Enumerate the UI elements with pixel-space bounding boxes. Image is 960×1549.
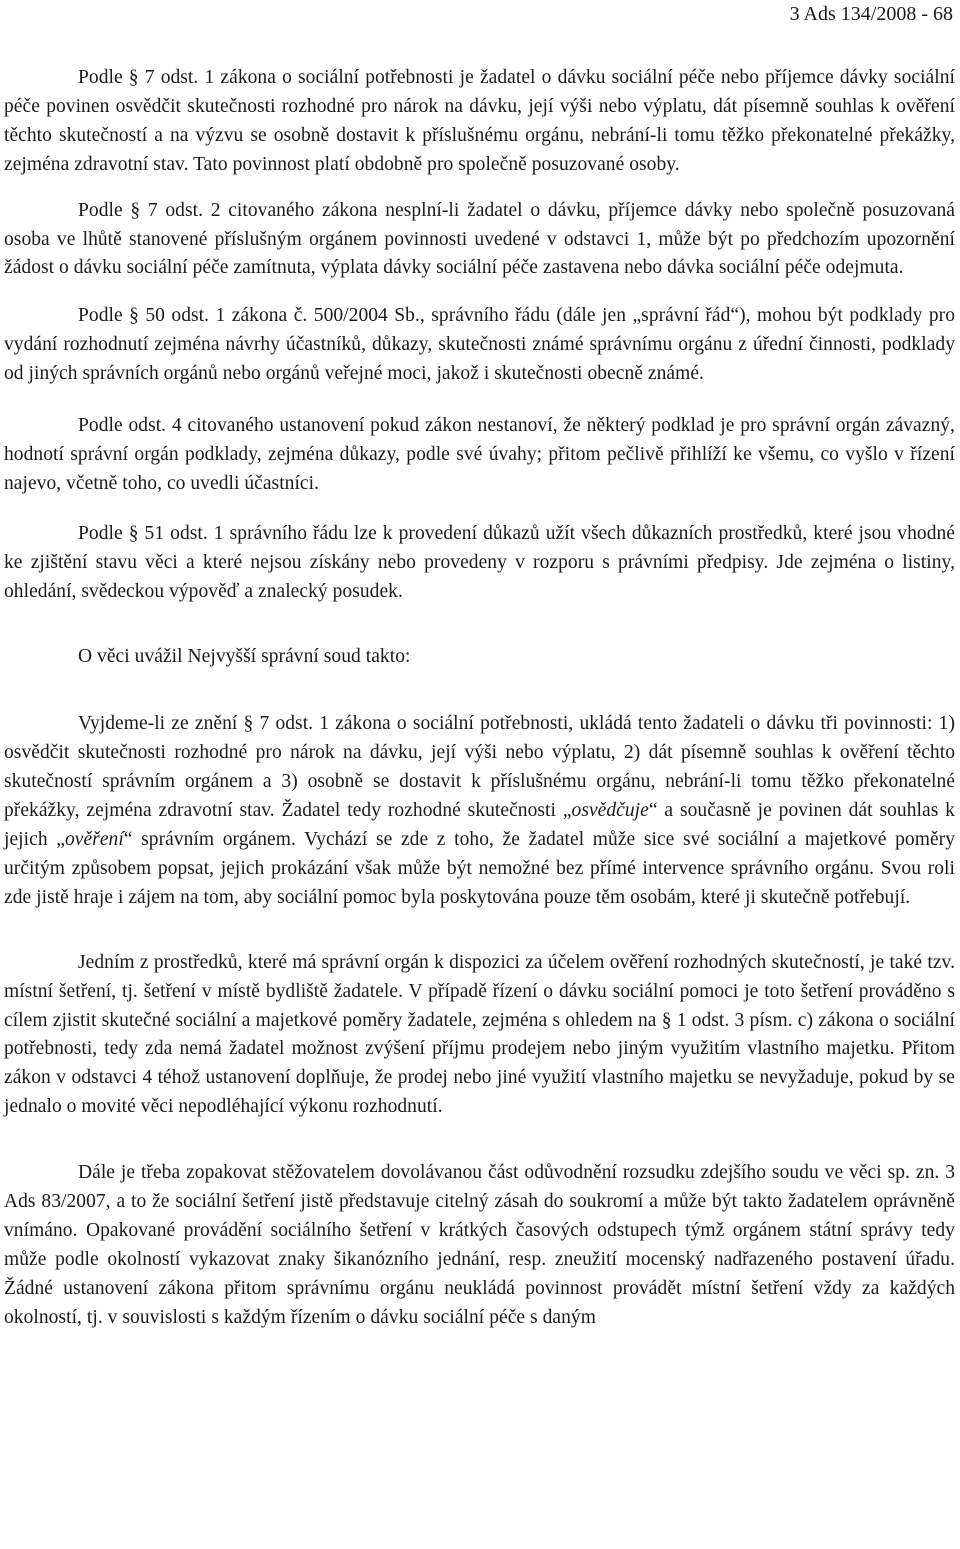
duties-text-part2: “ a současně je povinen dát souhlas k jejich „: [4, 800, 955, 851]
paragraph-50-1: Podle § 50 odst. 1 zákona č. 500/2004 Sb., správního řádu (dále jen „správní řád“), mohou být podklady pro vydání rozhodnutí zejména návrhy účastníků, důkazy, skutečnosti známé správnímu orgánu z úřední činnosti, podklady od jiných správních orgánů nebo orgánů veřejné moci, jakož i skutečnosti obecně známé.: [4, 305, 955, 385]
duties-text-part1: Vyjdeme-li ze znění § 7 odst. 1 zákona o sociální potřebnosti, ukládá tento žadateli o dávku tři povinnosti: 1) osvědčit skutečnosti rozhodné pro nárok na dávku, její výši nebo výplatu, 2) dát písemně souhlas k ověření těchto skutečností správním orgánem a 3) osobně se dostavit k příslušnému orgánu, nebrání-li tomu těžko překonatelné překážky, zejména zdravotní stav. Žadatel tedy rozhodné skutečnosti „: [4, 713, 955, 822]
paragraph-51-1: Podle § 51 odst. 1 správního řádu lze k provedení důkazů užít všech důkazních prostředků, které jsou vhodné ke zjištění stavu věci a které nejsou získány nebo provedeny v rozporu s právními předpisy. Jde zejména o listiny, ohledání, svědeckou výpověď a znalecký posudek.: [4, 522, 955, 602]
duties-italic-osvedcuje: osvědčuje: [571, 800, 649, 822]
court-consideration-heading: O věci uvážil Nejvyšší správní soud takto:: [78, 645, 411, 667]
document-body: [4, 64, 955, 1333]
paragraph-repeated-investigation: Dále je třeba zopakovat stěžovatelem dovolávanou část odůvodnění rozsudku zdejšího soudu ve věci sp. zn. 3 Ads 83/2007, a to že sociální šetření jistě představuje citelný zásah do soukromí a může být takto žadatelem oprávněně vnímáno. Opakované provádění sociálního šetření v krátkých časových odstupech týmž orgánem státní správy tedy může podle okolností vykazovat znaky šikanózního jednání, resp. zneužití mocenský nadřazeného postavení úřadu. Žádné ustanovení zákona přitom správnímu orgánu neukládá povinnost provádět místní šetření vždy za každých okolností, tj. v souvislosti s každým řízením o dávku sociální péče s daným: [4, 1162, 955, 1328]
paragraph-local-investigation: Jedním z prostředků, které má správní orgán k dispozici za účelem ověření rozhodných skutečností, je také tzv. místní šetření, tj. šetření v místě bydliště žadatele. V případě řízení o dávku sociální pomoci je toto šetření prováděno s cílem zjistit skutečné sociální a majetkové poměry žadatele, zejména s ohledem na § 1 odst. 3 písm. c) zákona o sociální potřebnosti, tedy zda nemá žadatel možnost zvýšení příjmu prodejem nebo jiným využitím vlastního majetku. Přitom zákon v odstavci 4 téhož ustanovení doplňuje, že prodej nebo jiné využití vlastního majetku se nevyžaduje, pokud by se jednalo o movité věci nepodléhající výkonu rozhodnutí.: [4, 951, 955, 1118]
paragraph-applicant-duties: [4, 710, 955, 912]
page-header-reference: 3 Ads 134/2008 - 68: [789, 3, 953, 25]
paragraph-7-2: Podle § 7 odst. 2 citovaného zákona nesplní-li žadatel o dávku, příjemce dávky nebo společně posuzovaná osoba ve lhůtě stanovené příslušným orgánem povinnosti uvedené v odstavci 1, může být po předchozím upozornění žádost o dávku sociální péče zamítnuta, výplata dávky sociální péče zastavena nebo dávka sociální péče odejmuta.: [4, 199, 955, 279]
paragraph-50-4: Podle odst. 4 citovaného ustanovení pokud zákon nestanoví, že některý podklad je pro správní orgán závazný, hodnotí správní orgán podklady, zejména důkazy, podle své úvahy; přitom pečlivě přihlíží ke všemu, co vyšlo v řízení najevo, včetně toho, co uvedli účastníci.: [4, 415, 955, 494]
duties-text-part3: “ správním orgánem. Vychází se zde z toho, že žadatel může sice své sociální a majetkové poměry určitým způsobem popsat, jejich prokázání však může být nemožné bez přímé intervence správního orgánu. Svou roli zde jistě hraje i zájem na tom, aby sociální pomoc byla poskytována pouze těm osobám, které ji skutečně potřebují.: [4, 829, 955, 908]
duties-italic-overeni: ověření: [64, 829, 124, 851]
paragraph-7-1: Podle § 7 odst. 1 zákona o sociální potřebnosti je žadatel o dávku sociální péče nebo příjemce dávky sociální péče povinen osvědčit skutečnosti rozhodné pro nárok na dávku, její výši nebo výplatu, dát písemně souhlas k ověření těchto skutečností a na výzvu se osobně dostavit k příslušnému orgánu, nebrání-li tomu těžko překonatelné překážky, zejména zdravotní stav. Tato povinnost platí obdobně pro společně posuzované osoby.: [4, 67, 955, 175]
